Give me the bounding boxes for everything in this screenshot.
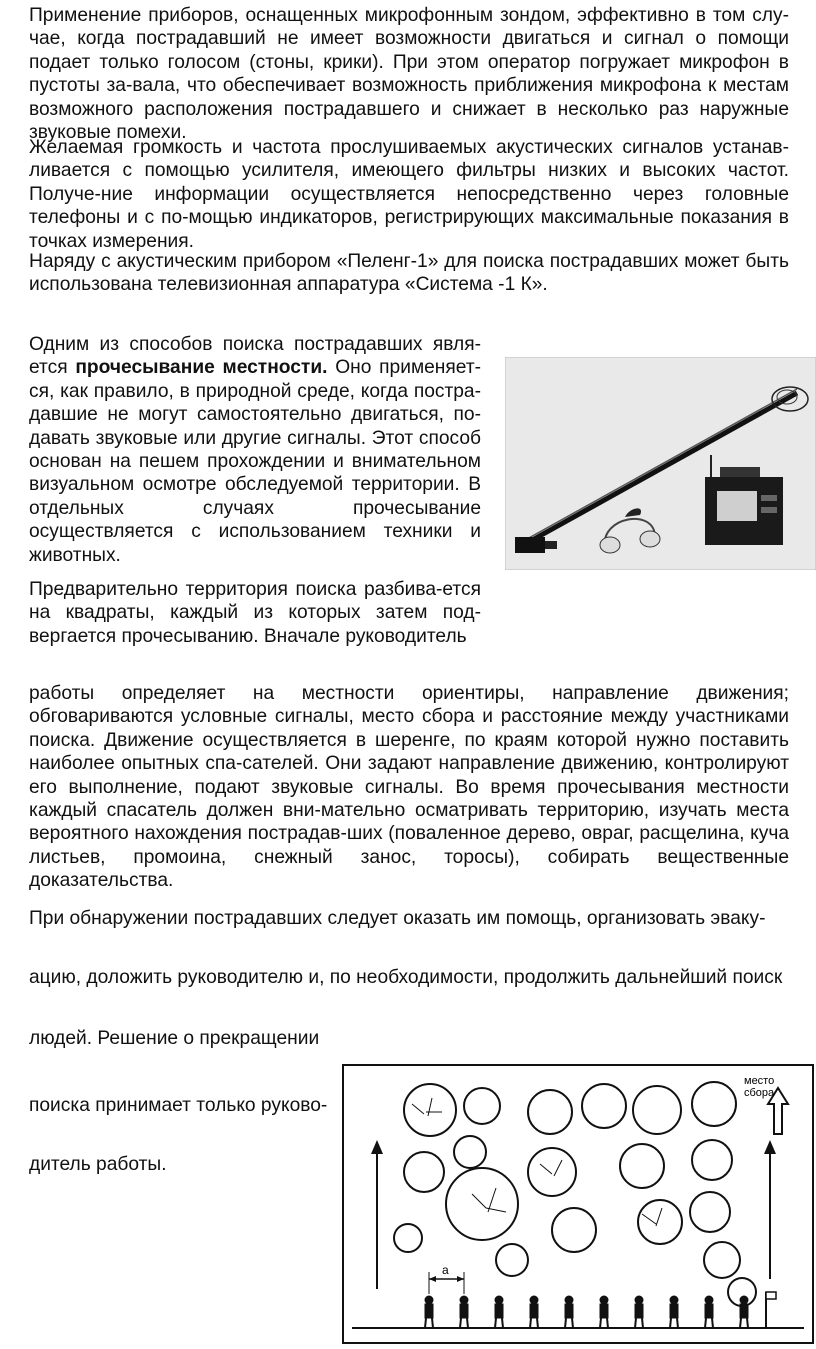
paragraph-evacuation-line-2: ацию, доложить руководителю и, по необходимости, продолжить дальнейший поиск	[29, 967, 783, 988]
paragraph-evacuation-line-5: дитель работы.	[29, 1154, 167, 1175]
paragraph-evacuation-line-1: При обнаружении пострадавших следует оказать им помощь, организовать эваку-	[29, 908, 766, 929]
paragraph-microphone-probe: Применение приборов, оснащенных микрофонным зондом, эффективно в том слу-чае, когда пострадавший не имеет возможности двигаться и сигнал о помощи подает только голосом (стоны, крики). При этом оператор погружает микрофон в пустоты за-вала, что обеспечивает возможность приближения микрофона к местам возможного расположения пострадавшего и снижает в несколько раз наружные звуковые помехи.	[29, 5, 789, 144]
area-combing-text-start: Одним из способов поиска пострадавших явля-ется	[29, 334, 481, 379]
area-combing-term: прочесывание местности.	[75, 357, 328, 379]
paragraph-evacuation-line-4: поиска принимает только руково-	[29, 1095, 328, 1116]
spacing-label: а	[442, 1263, 449, 1277]
paragraph-amplifier: Желаемая громкость и частота прослушиваемых акустических сигналов устанав-ливается с помощью усилителя, имеющего фильтры низких и высоких частот. Получе-ние информации осуществляется непосредственно через головные телефоны и с по-мощью индикаторов, регистрирующих максимальные показания в точках измерения.	[29, 137, 789, 252]
paragraph-evacuation-line-3: людей. Решение о прекращении	[29, 1028, 320, 1049]
acoustic-device-photo	[505, 357, 816, 570]
assembly-label-2: сбора	[744, 1087, 775, 1099]
search-line-diagram	[342, 1064, 814, 1344]
paragraph-peleng: Наряду с акустическим прибором «Пеленг-1» для поиска пострадавших может быть использована телевизионная аппаратура «Система -1 К».	[29, 251, 789, 296]
area-combing-text-end: Оно применяет-ся, как правило, в природной среде, когда постра-давшие не могут самостоятельно двигаться, по-давать звуковые или другие сигналы. Этот способ основан на пешем прохождении и внимательном визуальном осмотре обследуемой территории. В отдельных случаях прочесывание осуществляется с использованием техники и животных.	[29, 357, 481, 566]
paragraph-area-squares: Предварительно территория поиска разбива-ется на квадраты, каждый из которых затем под-вергается прочесыванию. Вначале руководитель	[29, 579, 481, 647]
acoustic-device-illustration	[505, 357, 816, 570]
paragraph-search-procedure: работы определяет на местности ориентиры, направление движения; обговариваются условные сигналы, место сбора и расстояние между участниками поиска. Движение осуществляется в шеренге, по краям которой нужно поставить наиболее опытных спа-сателей. Они задают направление движению, контролируют его выполнение, подают звуковые сигналы. Во время прочесывания местности каждый спасатель должен вни-мательно осматривать территорию, изучать места вероятного нахождения пострадав-ших (поваленное дерево, овраг, расщелина, куча листьев, промоина, снежный занос, торосы), собирать вещественные доказательства.	[29, 683, 789, 892]
paragraph-area-combing	[29, 333, 481, 567]
assembly-label-1: место	[744, 1075, 775, 1087]
search-line-diagram-svg	[342, 1064, 814, 1344]
